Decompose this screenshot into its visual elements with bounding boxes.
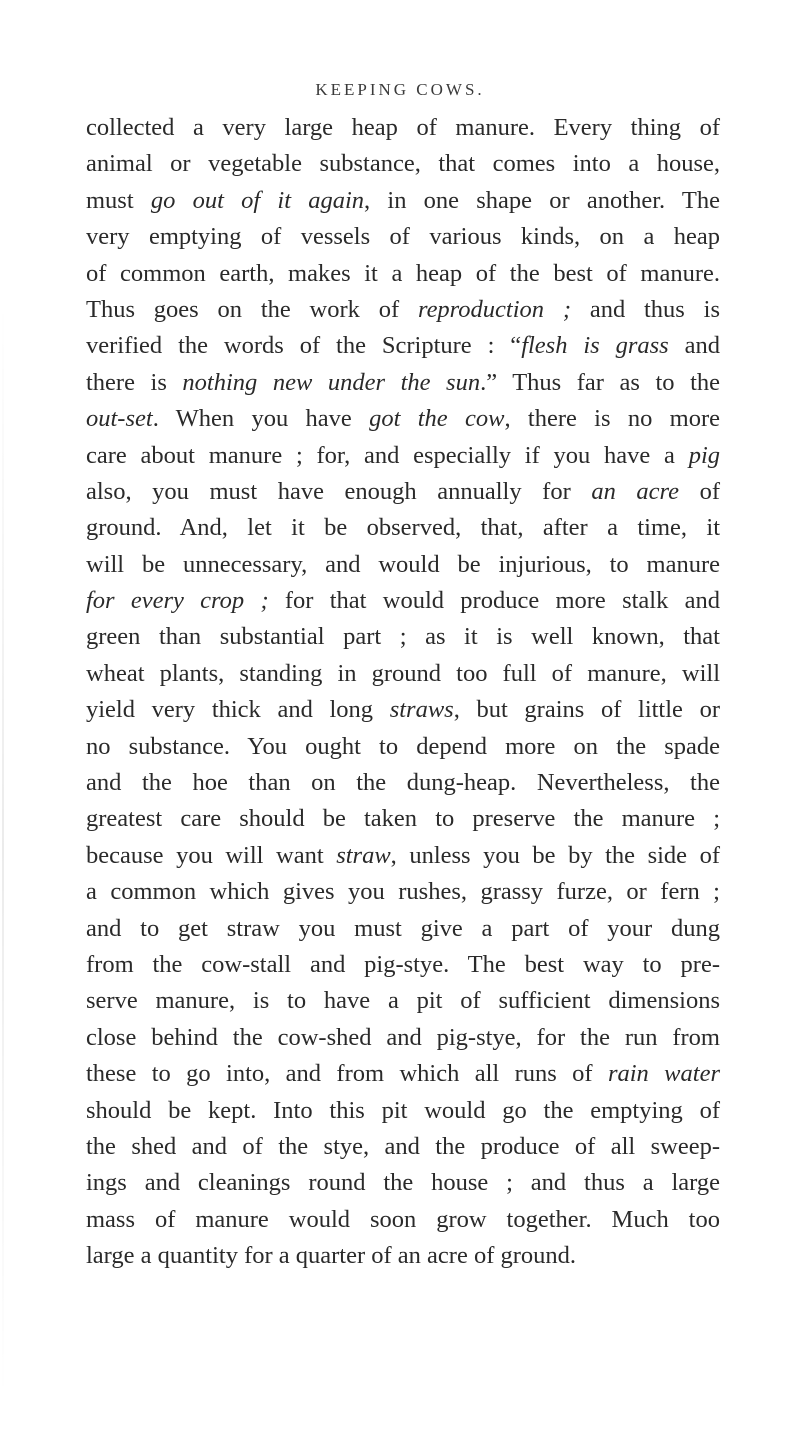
italic-text: an acre (591, 477, 680, 505)
text-line (86, 656, 720, 692)
text-run: and (668, 332, 721, 360)
text-line (86, 365, 720, 401)
italic-text: reproduction ; (417, 295, 572, 323)
running-head: KEEPING COWS. (315, 80, 485, 99)
text-line (86, 183, 720, 219)
text-line (86, 1238, 720, 1274)
text-line (86, 401, 720, 437)
text-run: of (679, 477, 720, 505)
text-run: , there is no more (504, 405, 720, 433)
italic-text: got the cow (369, 405, 505, 433)
text-line (86, 1202, 720, 1238)
text-run: and the hoe than on the dung-heap. Nevertheless, the (86, 769, 720, 797)
text-run: verified the words of the Scripture : “ (86, 332, 522, 360)
body-text (86, 110, 720, 1275)
text-run: wheat plants, standing in ground too full of manure, will (86, 659, 720, 687)
italic-text: flesh is grass (521, 332, 669, 360)
italic-text: rain water (607, 1060, 720, 1088)
text-line (86, 692, 720, 728)
text-run: no substance. You ought to depend more on the spade (86, 732, 720, 760)
text-line (86, 292, 720, 328)
text-line (86, 1165, 720, 1201)
text-line (86, 328, 720, 364)
text-run: these to go into, and from which all runs of (86, 1060, 608, 1088)
text-line (86, 256, 720, 292)
text-run: ings and cleanings round the house ; and thus a large (86, 1169, 720, 1197)
text-run: , in one shape or another. The (364, 186, 720, 214)
text-run: a common which gives you rushes, grassy furze, or fern ; (86, 878, 720, 906)
text-line (86, 983, 720, 1019)
text-run: greatest care should be taken to preserve the manure ; (86, 805, 720, 833)
text-run: , but grains of little or (453, 696, 720, 724)
text-line (86, 947, 720, 983)
page-edge-shadow (2, 300, 4, 1400)
italic-text: straw (336, 841, 391, 869)
text-run: for that would produce more stalk and (268, 587, 721, 615)
text-run: ground. And, let it be observed, that, after a time, it (86, 514, 720, 542)
text-line (86, 911, 720, 947)
text-run: there is (86, 368, 183, 396)
text-line (86, 474, 720, 510)
text-run: , unless you be by the side of (390, 841, 720, 869)
italic-text: for every crop ; (86, 587, 269, 615)
italic-text: straws (389, 696, 454, 724)
text-run: Thus goes on the work of (86, 295, 418, 323)
text-line (86, 547, 720, 583)
text-line (86, 765, 720, 801)
text-run: yield very thick and long (86, 696, 390, 724)
text-line (86, 146, 720, 182)
text-line (86, 838, 720, 874)
text-line (86, 729, 720, 765)
italic-text: go out of it again (150, 186, 365, 214)
text-line (86, 510, 720, 546)
text-line (86, 110, 720, 146)
text-run: serve manure, is to have a pit of sufficient dimensions (86, 987, 720, 1015)
text-line (86, 874, 720, 910)
text-line (86, 1129, 720, 1165)
text-run: and thus is (571, 295, 720, 323)
text-run: also, you must have enough annually for (86, 477, 592, 505)
text-run: mass of manure would soon grow together. Much too (86, 1205, 720, 1233)
text-run: from the cow-stall and pig-stye. The best way to pre- (86, 950, 720, 978)
text-line (86, 1093, 720, 1129)
text-run: and to get straw you must give a part of your dung (86, 914, 720, 942)
italic-text: pig (688, 441, 720, 469)
text-line (86, 583, 720, 619)
text-run: large a quantity for a quarter of an acre of ground. (86, 1242, 577, 1270)
text-run: very emptying of vessels of various kinds, on a heap (86, 223, 720, 251)
text-line (86, 801, 720, 837)
text-run: animal or vegetable substance, that comes into a house, (86, 150, 720, 178)
text-run: should be kept. Into this pit would go the emptying of (86, 1096, 720, 1124)
text-line (86, 438, 720, 474)
text-run: green than substantial part ; as it is well known, that (86, 623, 720, 651)
text-line (86, 619, 720, 655)
text-line (86, 219, 720, 255)
text-line (86, 1020, 720, 1056)
text-run: collected a very large heap of manure. Every thing of (86, 114, 720, 141)
text-run: because you will want (86, 841, 337, 869)
italic-text: nothing new under the sun (182, 368, 481, 396)
text-run: close behind the cow-shed and pig-stye, for the run from (86, 1023, 720, 1051)
text-line (86, 1056, 720, 1092)
text-run: will be unnecessary, and would be injurious, to manure (86, 550, 720, 578)
text-run: care about manure ; for, and especially if you have a (86, 441, 689, 469)
text-run: . When you have (152, 405, 370, 433)
text-run: the shed and of the stye, and the produce of all sweep- (86, 1132, 720, 1160)
italic-text: out-set (86, 405, 153, 433)
text-run: of common earth, makes it a heap of the best of manure. (86, 259, 720, 287)
text-run: must (86, 186, 151, 214)
text-run: .” Thus far as to the (480, 368, 720, 396)
